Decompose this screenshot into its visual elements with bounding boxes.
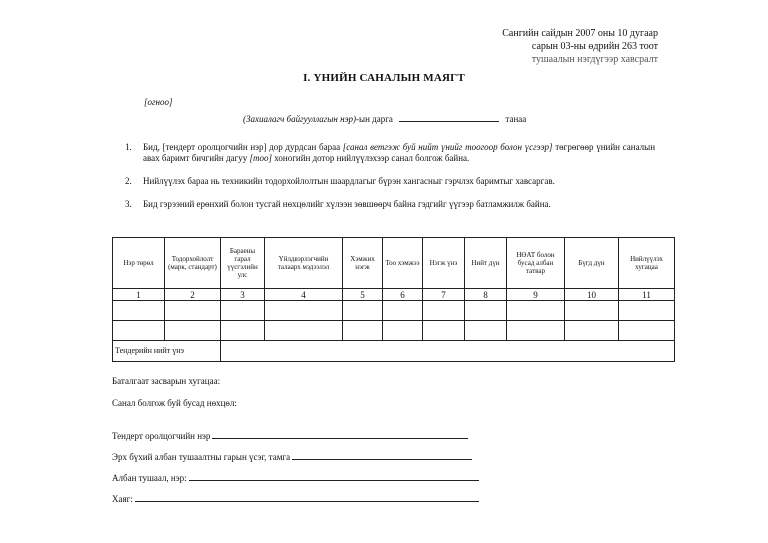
table-cell[interactable] bbox=[507, 321, 565, 341]
statement-number: 2. bbox=[125, 176, 132, 186]
column-header: Нийлүүлэх хугацаа bbox=[619, 238, 675, 289]
conditions-field bbox=[112, 398, 237, 408]
table-cell[interactable] bbox=[619, 321, 675, 341]
statement-text bbox=[143, 176, 655, 187]
column-number: 1 bbox=[113, 289, 165, 301]
statement-list bbox=[125, 142, 655, 222]
column-number: 7 bbox=[423, 289, 465, 301]
column-number: 3 bbox=[221, 289, 265, 301]
column-header: НӨАТ болон бусад албан татвар bbox=[507, 238, 565, 289]
table-cell[interactable] bbox=[165, 301, 221, 321]
table-cell[interactable] bbox=[383, 321, 423, 341]
date-placeholder: [огноо] bbox=[144, 97, 173, 107]
header-line-2: сарын 03-ны өдрийн 263 тоот bbox=[531, 41, 658, 52]
column-number: 10 bbox=[565, 289, 619, 301]
table-cell[interactable] bbox=[507, 301, 565, 321]
column-header: Тодорхойлолт (марк, стандарт) bbox=[165, 238, 221, 289]
total-row bbox=[113, 341, 675, 362]
table-cell[interactable] bbox=[343, 301, 383, 321]
guarantee-field bbox=[112, 376, 220, 386]
guarantee-label: Баталгаат засварын хугацаа: bbox=[112, 376, 221, 386]
addressee-line bbox=[243, 112, 526, 124]
bidder-name-label: Тендерт оролцогчийн нэр bbox=[112, 431, 211, 441]
column-header: Нийт дүн bbox=[465, 238, 507, 289]
table-cell[interactable] bbox=[565, 301, 619, 321]
statement-item bbox=[125, 199, 655, 210]
column-header: Нэгж үнэ bbox=[423, 238, 465, 289]
addressee-blank bbox=[399, 112, 499, 122]
statement-fragment: Бид, [тендерт оролцогчийн нэр] дор дурдсан бараа bbox=[143, 142, 343, 152]
document-title: I. ҮНИЙН САНАЛЫН МАЯГТ bbox=[303, 72, 465, 84]
column-header: Нэр төрөл bbox=[113, 238, 165, 289]
column-number: 8 bbox=[465, 289, 507, 301]
position-label: Албан тушаал, нэр: bbox=[112, 473, 187, 483]
statement-text bbox=[143, 142, 655, 164]
column-header: Хэмжих нэгж bbox=[343, 238, 383, 289]
address-blank bbox=[135, 493, 479, 502]
position-field bbox=[112, 472, 479, 483]
bidder-name-blank bbox=[212, 430, 468, 439]
column-number: 9 bbox=[507, 289, 565, 301]
statement-item bbox=[125, 142, 655, 164]
address-label: Хаяг: bbox=[112, 494, 133, 504]
column-header: Бүгд дүн bbox=[565, 238, 619, 289]
column-header: Тоо хэмжээ bbox=[383, 238, 423, 289]
total-label: Тендерийн нийт үнэ bbox=[113, 341, 221, 362]
header-line-3: тушаалын нэгдүгээр хавсралт bbox=[531, 54, 658, 65]
address-field bbox=[112, 493, 479, 504]
conditions-label: Санал болгож буй бусад нөхцөл: bbox=[112, 398, 237, 408]
table-header-row bbox=[113, 238, 675, 289]
addressee-title: -ын дарга bbox=[356, 114, 393, 124]
signature-blank bbox=[292, 451, 472, 460]
column-number: 4 bbox=[265, 289, 343, 301]
table-cell[interactable] bbox=[113, 321, 165, 341]
table-cell[interactable] bbox=[221, 301, 265, 321]
table-cell[interactable] bbox=[423, 321, 465, 341]
price-table bbox=[112, 237, 675, 362]
statement-fragment: Нийлүүлэх бараа нь техникийн тодорхойлолтын шаардлагыг бүрэн хангасныг гэрчлэх баримтыг хавсаргав. bbox=[143, 176, 555, 186]
header-line-1: Сангийн сайдын 2007 оны 10 дугаар bbox=[502, 28, 658, 39]
signature-label: Эрх бүхий албан тушаалтны гарын үсэг, тамга bbox=[112, 452, 291, 462]
column-number: 11 bbox=[619, 289, 675, 301]
column-number: 2 bbox=[165, 289, 221, 301]
bidder-name-field bbox=[112, 430, 468, 441]
table-row bbox=[113, 301, 675, 321]
statement-fragment: хоногийн дотор нийлүүлэхээр санал болгож байна. bbox=[271, 153, 470, 163]
table-cell[interactable] bbox=[383, 301, 423, 321]
table-cell[interactable] bbox=[265, 301, 343, 321]
column-header: Бараены гарал үүсгэлийн улс bbox=[221, 238, 265, 289]
table-cell[interactable] bbox=[343, 321, 383, 341]
total-value-cell[interactable] bbox=[221, 341, 675, 362]
statement-item bbox=[125, 176, 655, 187]
table-cell[interactable] bbox=[165, 321, 221, 341]
table-cell[interactable] bbox=[113, 301, 165, 321]
table-row bbox=[113, 321, 675, 341]
table-cell[interactable] bbox=[565, 321, 619, 341]
table-cell[interactable] bbox=[221, 321, 265, 341]
statement-number: 3. bbox=[125, 199, 132, 209]
table-cell[interactable] bbox=[619, 301, 675, 321]
column-number: 5 bbox=[343, 289, 383, 301]
table-cell[interactable] bbox=[465, 301, 507, 321]
header-note bbox=[502, 27, 658, 66]
signature-field bbox=[112, 451, 472, 462]
addressee-org: (Захиалагч байгууллагын нэр) bbox=[243, 114, 357, 124]
column-header: Үйлдвэрлэгчийн талаарх мэдээлэл bbox=[265, 238, 343, 289]
statement-placeholder: [санал ветгэж буй нийт үнийг тоогоор болон үсгээр] bbox=[342, 142, 553, 152]
statement-fragment: төгрөгөөр үнийн саналын авах баримт бичгийн дагуу bbox=[143, 142, 656, 163]
table-cell[interactable] bbox=[423, 301, 465, 321]
statement-text bbox=[143, 199, 655, 210]
statement-placeholder: [тоо] bbox=[249, 153, 272, 163]
table-cell[interactable] bbox=[265, 321, 343, 341]
statement-number: 1. bbox=[125, 142, 132, 152]
table-cell[interactable] bbox=[465, 321, 507, 341]
addressee-salutation: танаа bbox=[505, 114, 527, 124]
column-number: 6 bbox=[383, 289, 423, 301]
column-number-row bbox=[113, 289, 675, 301]
position-blank bbox=[189, 472, 479, 481]
statement-fragment: Бид гэрээний ерөнхий болон тусгай нөхцөлийг хүлээн зөвшөөрч байна гэдгийг үүгээр батламжилж байна. bbox=[143, 199, 551, 209]
